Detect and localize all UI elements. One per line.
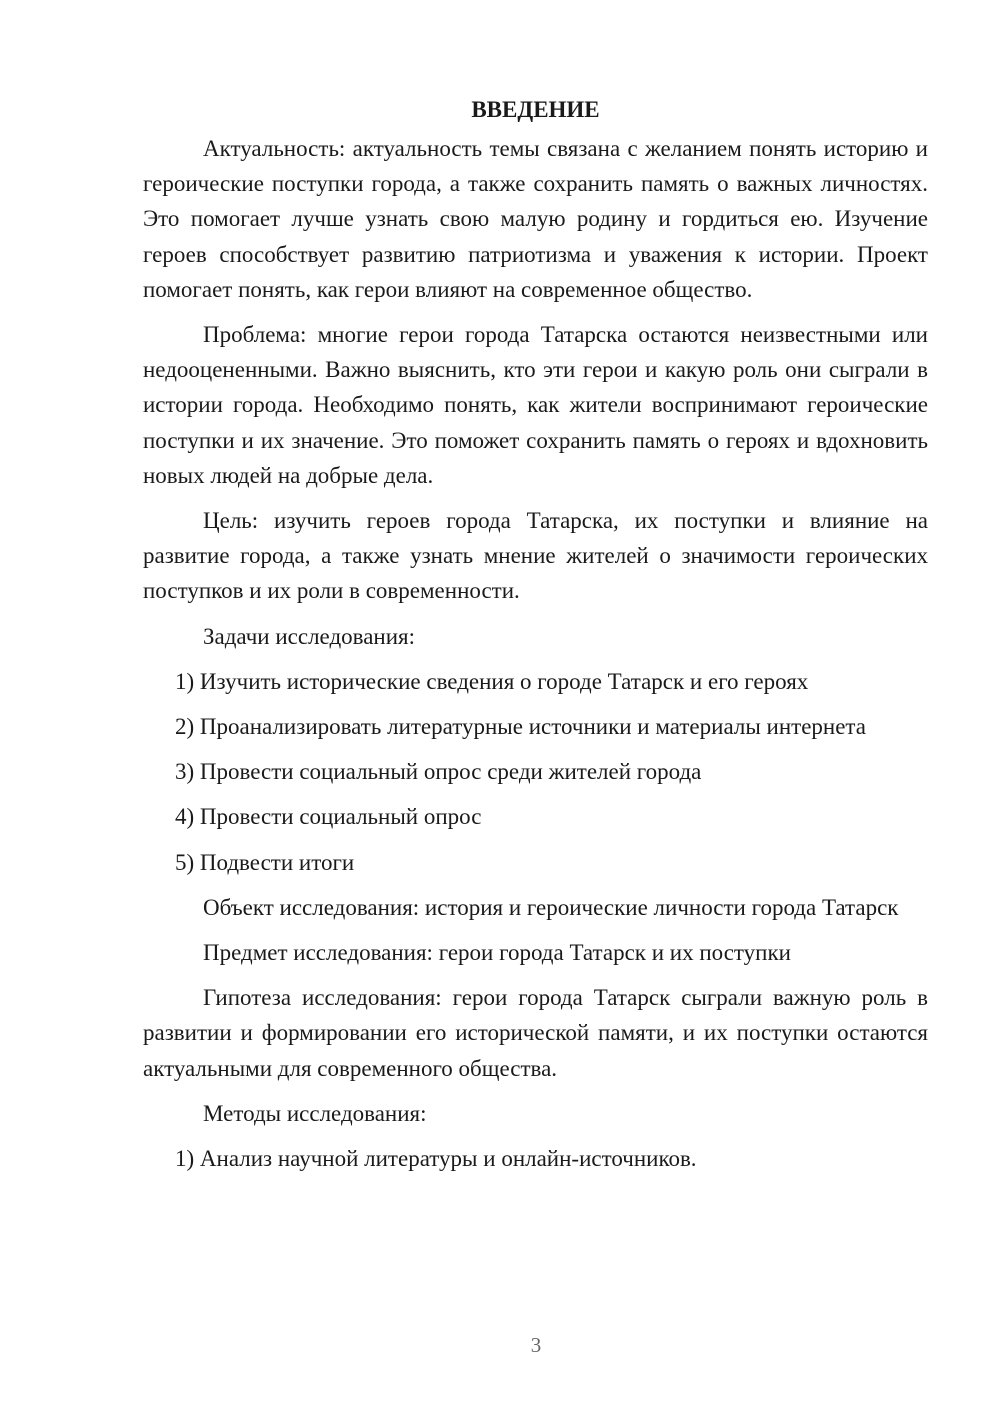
method-item-1: 1) Анализ научной литературы и онлайн-источников. <box>175 1146 697 1172</box>
task-item-1: 1) Изучить исторические сведения о городе Татарск и его героях <box>175 668 809 694</box>
hypothesis-paragraph: Гипотеза исследования: герои города Татарск сыграли важную роль в развитии и формировании его исторической памяти, и их поступки остаются актуальными для современного общества. <box>143 985 928 1081</box>
task-item-4: 4) Провести социальный опрос <box>175 804 482 830</box>
task-item-5: 5) Подвести итоги <box>175 849 355 875</box>
methods-heading: Методы исследования: <box>203 1100 427 1126</box>
relevance-paragraph: Актуальность: актуальность темы связана с желанием понять историю и героические поступки города, а также сохранить память о важных личностях. Это помогает лучше узнать свою малую родину и гордиться ею. Изучение героев способствует развитию патриотизма и уважения к истории. Проект помогает понять, как герои влияют на современное общество. <box>143 136 928 302</box>
task-item-2: 2) Проанализировать литературные источники и материалы интернета <box>175 714 866 740</box>
problem-paragraph: Проблема: многие герои города Татарска остаются неизвестными или недооцененными. Важно выяснить, кто эти герои и какую роль они сыграли в истории города. Необходимо понять, как жители воспринимают героические поступки и их значение. Это поможет сохранить память о героях и вдохновить новых людей на добрые дела. <box>143 322 928 488</box>
task-item-3: 3) Провести социальный опрос среди жителей города <box>175 759 702 785</box>
tasks-heading: Задачи исследования: <box>203 623 416 649</box>
page-number: 3 <box>530 1333 542 1357</box>
object-paragraph: Объект исследования: история и героические личности города Татарск <box>203 894 899 920</box>
page-content <box>143 92 928 1176</box>
subject-paragraph: Предмет исследования: герои города Татарск и их поступки <box>203 940 791 966</box>
goal-paragraph: Цель: изучить героев города Татарска, их поступки и влияние на развитие города, а также узнать мнение жителей о значимости героических поступков и их роли в современности. <box>143 508 928 604</box>
page-title: ВВЕДЕНИЕ <box>471 97 600 122</box>
